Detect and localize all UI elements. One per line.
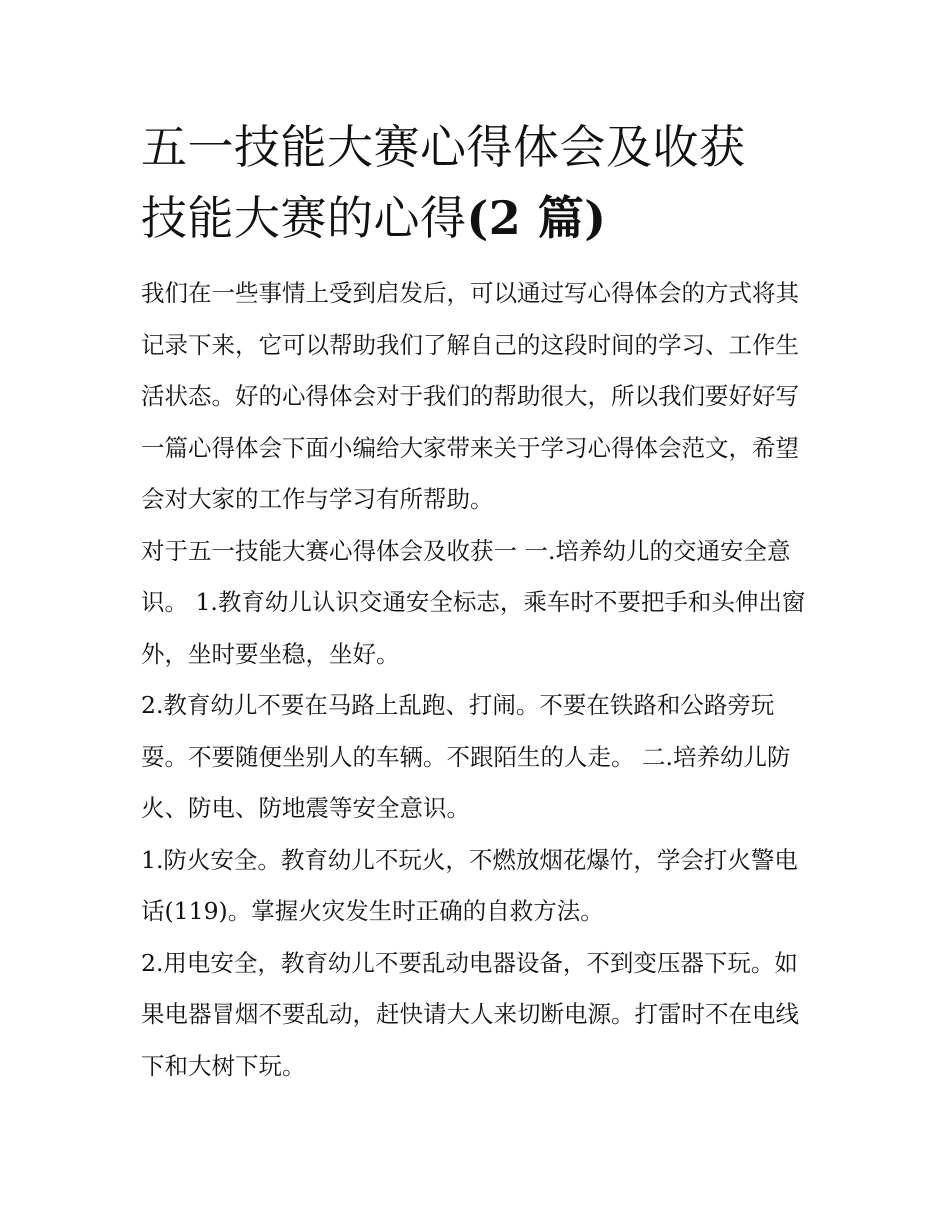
paragraph-traffic-safety: 对于五一技能大赛心得体会及收获一 一.培养幼儿的交通安全意识。 1.教育幼儿认识交通安全标志，乘车时不要把手和头伸出窗外，坐时要坐稳，坐好。 (141, 536, 806, 668)
paragraph-electric-safety: 2.用电安全，教育幼儿不要乱动电器设备，不到变压器下玩。如果电器冒烟不要乱动，赶快请大人来切断电源。打雷时不在电线下和大树下玩。 (141, 948, 799, 1080)
paragraph-intro: 我们在一些事情上受到启发后，可以通过写心得体会的方式将其记录下来，它可以帮助我们了解自己的这段时间的学习、工作生活状态。好的心得体会对于我们的帮助很大，所以我们要好好写一篇心得体会下面小编给大家带来关于学习心得体会范文，希望会对大家的工作与学习有所帮助。 (141, 279, 799, 513)
title-article-count: (2 篇) (466, 191, 607, 245)
paragraph-road-safety: 2.教育幼儿不要在马路上乱跑、打闹。不要在铁路和公路旁玩耍。不要随便坐别人的车辆。不跟陌生的人走。 二.培养幼儿防火、防电、防地震等安全意识。 (141, 691, 791, 822)
title-line-2: 技能大赛的心得 (141, 191, 467, 245)
document-title (141, 112, 821, 254)
paragraph-fire-safety: 1.防火安全。教育幼儿不玩火，不燃放烟花爆竹，学会打火警电 话(119)。掌握火灾发生时正确的自救方法。 (141, 845, 798, 925)
document-page (141, 112, 821, 1092)
title-line-1: 五一技能大赛心得体会及收获 (141, 120, 746, 174)
